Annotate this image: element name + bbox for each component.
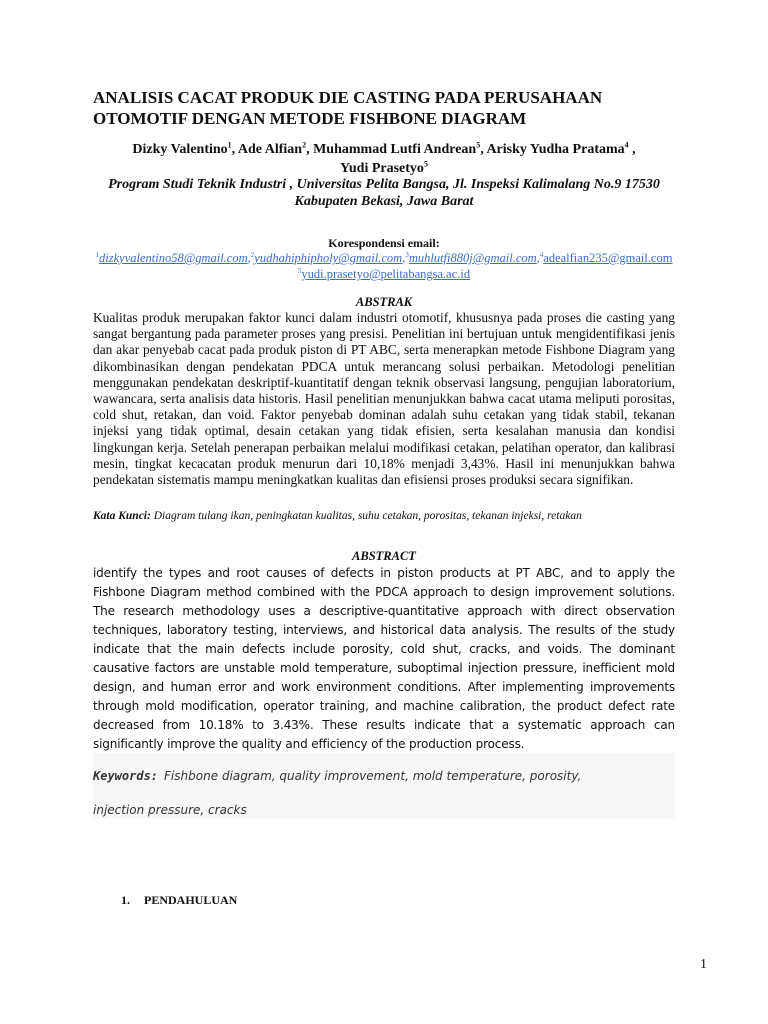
keywords-box — [93, 753, 675, 819]
abstract-body: identify the types and root causes of defects in piston products at PT ABC, and to apply the Fishbone Diagram method combined with the PDCA approach to design improvement solutions. The research methodology uses a descriptive-quantitative approach with direct observation techniques, laboratory testing, interviews, and historical data analysis. The results of the study indicate that the main defects include porosity, cold shut, cracks, and voids. The dominant causative factors are unstable mold temperature, suboptimal injection pressure, inefficient mold design, and human error and work environment conditions. After implementing improvements through mold modification, operator training, and machine calibration, the product defect rate decreased from 10.18% to 3.43%. These results indicate that a systematic approach can significantly improve the quality and efficiency of the production process. — [93, 566, 675, 751]
email-link[interactable]: adealfian235@gmail.com — [543, 251, 673, 265]
affiliation: Program Studi Teknik Industri , Universitas Pelita Bangsa, Jl. Inspeksi Kalimalang No.9 17530 Kabupaten Bekasi, Jawa Barat — [108, 177, 660, 209]
author-name: Dizky Valentino — [132, 142, 228, 157]
email-separator: , — [402, 251, 406, 265]
author-name: Arisky Yudha Pratama — [486, 142, 625, 157]
author-mark: 4 — [624, 140, 629, 150]
author-mark: 2 — [302, 140, 307, 150]
correspondence-label: Korespondensi email: — [328, 236, 440, 250]
email-link[interactable]: yudi.prasetyo@pelitabangsa.ac.id — [301, 267, 471, 281]
email-mark: 2 — [250, 250, 255, 259]
abstrak-body: Kualitas produk merupakan faktor kunci dalam industri otomotif, khususnya pada proses die casting yang sangat bergantung pada parameter proses yang presisi. Penelitian ini bertujuan untuk mengidentifikasi jenis dan akar penyebab cacat pada produk piston di PT ABC, serta menerapkan metode Fishbone Diagram yang dikombinasikan dengan pendekatan PDCA untuk merancang solusi perbaikan. Metodologi penelitian menggunakan pendekatan deskriptif-kuantitatif dengan teknik observasi langsung, pengujian laboratorium, wawancara, serta analisis data historis. Hasil penelitian menunjukkan bahwa cacat utama meliputi porositas, cold shut, retakan, dan void. Faktor penyebab dominan adalah suhu cetakan yang tidak stabil, tekanan injeksi yang tidak optimal, desain cetakan yang tidak efisien, serta kesalahan manusia dan kondisi lingkungan kerja. Setelah penerapan perbaikan melalui modifikasi cetakan, pelatihan operator, dan kalibrasi mesin, tingkat kecacatan produk menurun dari 10,18% menjadi 3,43%. Hasil ini menunjukkan bahwa pendekatan sistematis mampu meningkatkan kualitas dan efisiensi proses produksi secara signifikan. — [93, 310, 675, 488]
email-separator: , — [247, 251, 251, 265]
author-mark: 5 — [423, 159, 428, 169]
paper-title: ANALISIS CACAT PRODUK DIE CASTING PADA PERUSAHAAN OTOMOTIF DENGAN METODE FISHBONE DIAGRAM — [93, 88, 603, 128]
keywords-text-continued: injection pressure, cracks — [93, 803, 247, 817]
kata-kunci — [93, 509, 675, 523]
email-link[interactable]: yudhahiphipholy@gmail.com — [254, 251, 403, 265]
abstrak-heading: ABSTRAK — [355, 295, 413, 309]
author-name: Yudi Prasetyo — [340, 161, 424, 176]
author-list: Dizky Valentino$^1$, Ade Alfian$^2$, Muhammad Lutfi Andrean$^5$, Arisky Yudha Pratama$^4$ , Yudi Prasetyo$^5$ — [132, 140, 636, 176]
section-number: 1. — [121, 893, 130, 907]
email-mark: 1 — [95, 250, 100, 259]
email-separator: , — [536, 251, 540, 265]
correspondence-emails — [93, 250, 675, 282]
section-title: PENDAHULUAN — [144, 893, 238, 907]
author-mark: 1 — [227, 140, 232, 150]
email-link[interactable]: dizkyvalentino58@gmail.com — [99, 251, 248, 265]
kata-kunci-label: Kata Kunci: — [93, 510, 151, 522]
author-mark: 5 — [476, 140, 481, 150]
email-mark: 5 — [297, 266, 302, 275]
kata-kunci-text: Diagram tulang ikan, peningkatan kualitas, suhu cetakan, porositas, tekanan injeksi, retakan — [153, 510, 582, 522]
email-mark: 3 — [405, 250, 409, 259]
page-number: 1 — [700, 957, 707, 972]
author-name: Ade Alfian — [237, 142, 303, 157]
email-mark: 4 — [539, 250, 544, 259]
keywords-label: Keywords: — [93, 769, 159, 783]
keywords-line — [93, 768, 581, 784]
email-link[interactable]: muhlutfi880j@gmail.com — [408, 251, 537, 265]
abstract-heading: ABSTRACT — [352, 549, 416, 563]
author-name: Muhammad Lutfi Andrean — [313, 142, 477, 157]
section-heading — [121, 893, 237, 908]
keywords-text: Fishbone diagram, quality improvement, mold temperature, porosity, — [164, 769, 582, 783]
